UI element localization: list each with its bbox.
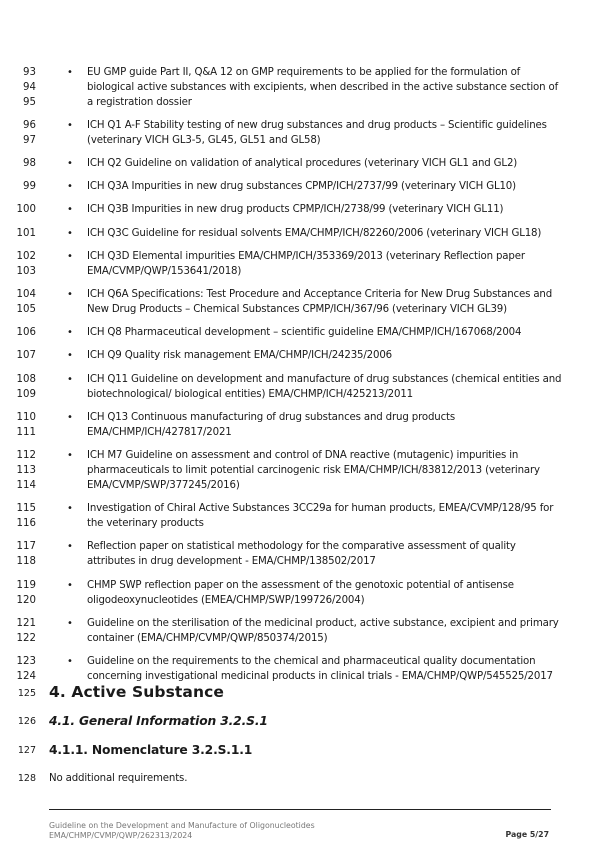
reference-line	[0, 264, 603, 279]
reference-line	[0, 631, 603, 646]
line-number: 114	[16, 479, 36, 491]
reference-line	[0, 80, 603, 95]
bullet-icon: •	[67, 449, 73, 461]
reference-line	[0, 179, 603, 194]
reference-line	[0, 539, 603, 554]
bullet-icon: •	[67, 579, 73, 591]
line-number: 126	[17, 716, 36, 727]
footer-left	[49, 821, 315, 840]
reference-text: EU GMP guide Part II, Q&A 12 on GMP requirements to be applied for the formulation of	[87, 66, 521, 78]
line-number: 120	[16, 594, 36, 606]
reference-line	[0, 325, 603, 340]
page-number: Page 5/27	[505, 830, 549, 839]
line-number: 112	[16, 449, 36, 461]
bullet-icon: •	[67, 503, 73, 515]
reference-line	[0, 226, 603, 241]
reference-text: ICH Q9 Quality risk management EMA/CHMP/ICH/24235/2006	[87, 350, 392, 362]
reference-text: (veterinary VICH GL3-5, GL45, GL51 and GL58)	[87, 134, 321, 146]
reference-line	[0, 554, 603, 569]
line-number: 101	[16, 227, 36, 239]
line-number: 110	[16, 411, 36, 423]
reference-text: ICH Q1 A-F Stability testing of new drug substances and drug products – Scientific guidelines	[87, 119, 547, 131]
reference-text: CHMP SWP reflection paper on the assessment of the genotoxic potential of antisense	[87, 579, 514, 591]
bullet-icon: •	[67, 541, 73, 553]
section-title: 4.1. General Information 3.2.S.1	[49, 714, 268, 728]
line-number: 108	[16, 373, 36, 385]
bullet-icon: •	[67, 250, 73, 262]
section-title: 4. Active Substance	[49, 683, 225, 701]
reference-text: pharmaceuticals to limit potential carcinogenic risk EMA/CHMP/ICH/83812/2013 (veterinary	[87, 464, 540, 476]
reference-text: biological active substances with excipients, when described in the active substance section of	[87, 81, 559, 93]
reference-text: EMA/CHMP/ICH/427817/2021	[87, 426, 232, 438]
footer-divider	[49, 809, 551, 810]
reference-line	[0, 516, 603, 531]
line-number: 97	[23, 134, 36, 146]
line-number: 111	[16, 426, 36, 438]
reference-text: Guideline on the requirements to the chemical and pharmaceutical quality documentation	[87, 655, 536, 667]
reference-line	[0, 593, 603, 608]
reference-text: the veterinary products	[87, 518, 204, 530]
heading-active-substance	[0, 683, 603, 703]
reference-line	[0, 302, 603, 317]
reference-text: a registration dossier	[87, 96, 192, 108]
reference-text: ICH Q3D Elemental impurities EMA/CHMP/ICH/353369/2013 (veterinary Reflection paper	[87, 250, 525, 262]
reference-line	[0, 65, 603, 80]
line-number: 128	[17, 773, 36, 784]
bullet-icon: •	[67, 655, 73, 667]
line-number: 103	[16, 265, 36, 277]
line-number: 104	[16, 288, 36, 300]
reference-text: attributes in drug development - EMA/CHMP/138502/2017	[87, 556, 376, 568]
reference-text: container (EMA/CHMP/CVMP/QWP/850374/2015)	[87, 632, 328, 644]
line-number: 127	[17, 745, 36, 756]
line-number: 102	[16, 250, 36, 262]
bullet-icon: •	[67, 288, 73, 300]
bullet-icon: •	[67, 119, 73, 131]
reference-line	[0, 387, 603, 402]
reference-text: ICH Q13 Continuous manufacturing of drug substances and drug products	[87, 411, 456, 423]
reference-line	[0, 410, 603, 425]
line-number: 106	[16, 327, 36, 339]
reference-text: ICH Q6A Specifications: Test Procedure and Acceptance Criteria for New Drug Substances and	[87, 288, 553, 300]
reference-line	[0, 156, 603, 171]
heading-general-information	[0, 714, 603, 729]
reference-line	[0, 669, 603, 684]
reference-line	[0, 654, 603, 669]
reference-line	[0, 578, 603, 593]
reference-text: Reflection paper on statistical methodology for the comparative assessment of quality	[87, 541, 516, 553]
line-number: 109	[16, 388, 36, 400]
line-number: 122	[16, 632, 36, 644]
line-number: 123	[16, 655, 36, 667]
paragraph-text: No additional requirements.	[49, 773, 188, 784]
line-number: 98	[23, 157, 36, 169]
reference-text: ICH Q11 Guideline on development and manufacture of drug substances (chemical entities and	[87, 373, 562, 385]
reference-text: oligodeoxynucleotides (EMEA/CHMP/SWP/199726/2004)	[87, 594, 365, 606]
bullet-icon: •	[67, 617, 73, 629]
line-number: 93	[23, 66, 36, 78]
reference-line	[0, 348, 603, 363]
reference-line	[0, 501, 603, 516]
reference-line	[0, 133, 603, 148]
line-number: 119	[16, 579, 36, 591]
reference-line	[0, 616, 603, 631]
reference-line	[0, 425, 603, 440]
bullet-icon: •	[67, 66, 73, 78]
bullet-icon: •	[67, 157, 73, 169]
line-number: 94	[23, 81, 36, 93]
line-number: 125	[17, 688, 36, 699]
reference-text: ICH Q3C Guideline for residual solvents EMA/CHMP/ICH/82260/2006 (veterinary VICH GL18)	[87, 227, 542, 239]
reference-text: New Drug Products – Chemical Substances CPMP/ICH/367/96 (veterinary VICH GL39)	[87, 303, 507, 315]
bullet-icon: •	[67, 204, 73, 216]
reference-line	[0, 249, 603, 264]
line-number: 117	[16, 541, 36, 553]
reference-text: Investigation of Chiral Active Substances 3CC29a for human products, EMEA/CVMP/128/95 for	[87, 503, 554, 515]
line-number: 107	[16, 350, 36, 362]
line-number: 121	[16, 617, 36, 629]
bullet-icon: •	[67, 327, 73, 339]
reference-text: Guideline on the sterilisation of the medicinal product, active substance, excipient and primary	[87, 617, 559, 629]
reference-line	[0, 463, 603, 478]
reference-text: EMA/CVMP/SWP/377245/2016)	[87, 479, 240, 491]
bullet-icon: •	[67, 373, 73, 385]
reference-line	[0, 372, 603, 387]
footer-doc-id: EMA/CHMP/CVMP/QWP/262313/2024	[49, 830, 193, 840]
reference-line	[0, 202, 603, 217]
line-number: 105	[16, 303, 36, 315]
reference-line	[0, 448, 603, 463]
bullet-icon: •	[67, 411, 73, 423]
reference-text: ICH Q3A Impurities in new drug substances CPMP/ICH/2737/99 (veterinary VICH GL10)	[87, 181, 516, 193]
bullet-icon: •	[67, 227, 73, 239]
footer-title: Guideline on the Development and Manufacture of Oligonucleotides	[49, 821, 315, 830]
line-number: 99	[23, 181, 36, 193]
bullet-icon: •	[67, 350, 73, 362]
line-number: 100	[16, 204, 36, 216]
line-number: 118	[16, 556, 36, 568]
bullet-icon: •	[67, 181, 73, 193]
reference-line	[0, 287, 603, 302]
line-number: 115	[16, 503, 36, 515]
reference-text: ICH Q2 Guideline on validation of analytical procedures (veterinary VICH GL1 and GL2)	[87, 157, 518, 169]
section-title: 4.1.1. Nomenclature 3.2.S.1.1	[49, 743, 253, 757]
line-number: 95	[23, 96, 36, 108]
reference-text: ICH Q3B Impurities in new drug products CPMP/ICH/2738/99 (veterinary VICH GL11)	[87, 204, 504, 216]
reference-line	[0, 478, 603, 493]
line-number: 116	[16, 518, 36, 530]
line-number: 124	[16, 670, 36, 682]
line-number: 96	[23, 119, 36, 131]
reference-text: biotechnological/ biological entities) EMA/CHMP/ICH/425213/2011	[87, 388, 413, 400]
reference-line	[0, 95, 603, 110]
reference-text: ICH Q8 Pharmaceutical development – scientific guideline EMA/CHMP/ICH/167068/2004	[87, 327, 522, 339]
paragraph-no-requirements	[0, 771, 603, 786]
reference-text: EMA/CVMP/QWP/153641/2018)	[87, 265, 242, 277]
heading-nomenclature	[0, 743, 603, 758]
reference-text: ICH M7 Guideline on assessment and control of DNA reactive (mutagenic) impurities in	[87, 449, 519, 461]
line-number: 113	[16, 464, 36, 476]
reference-text: concerning investigational medicinal products in clinical trials - EMA/CHMP/QWP/545525/2017	[87, 670, 553, 682]
reference-line	[0, 118, 603, 133]
